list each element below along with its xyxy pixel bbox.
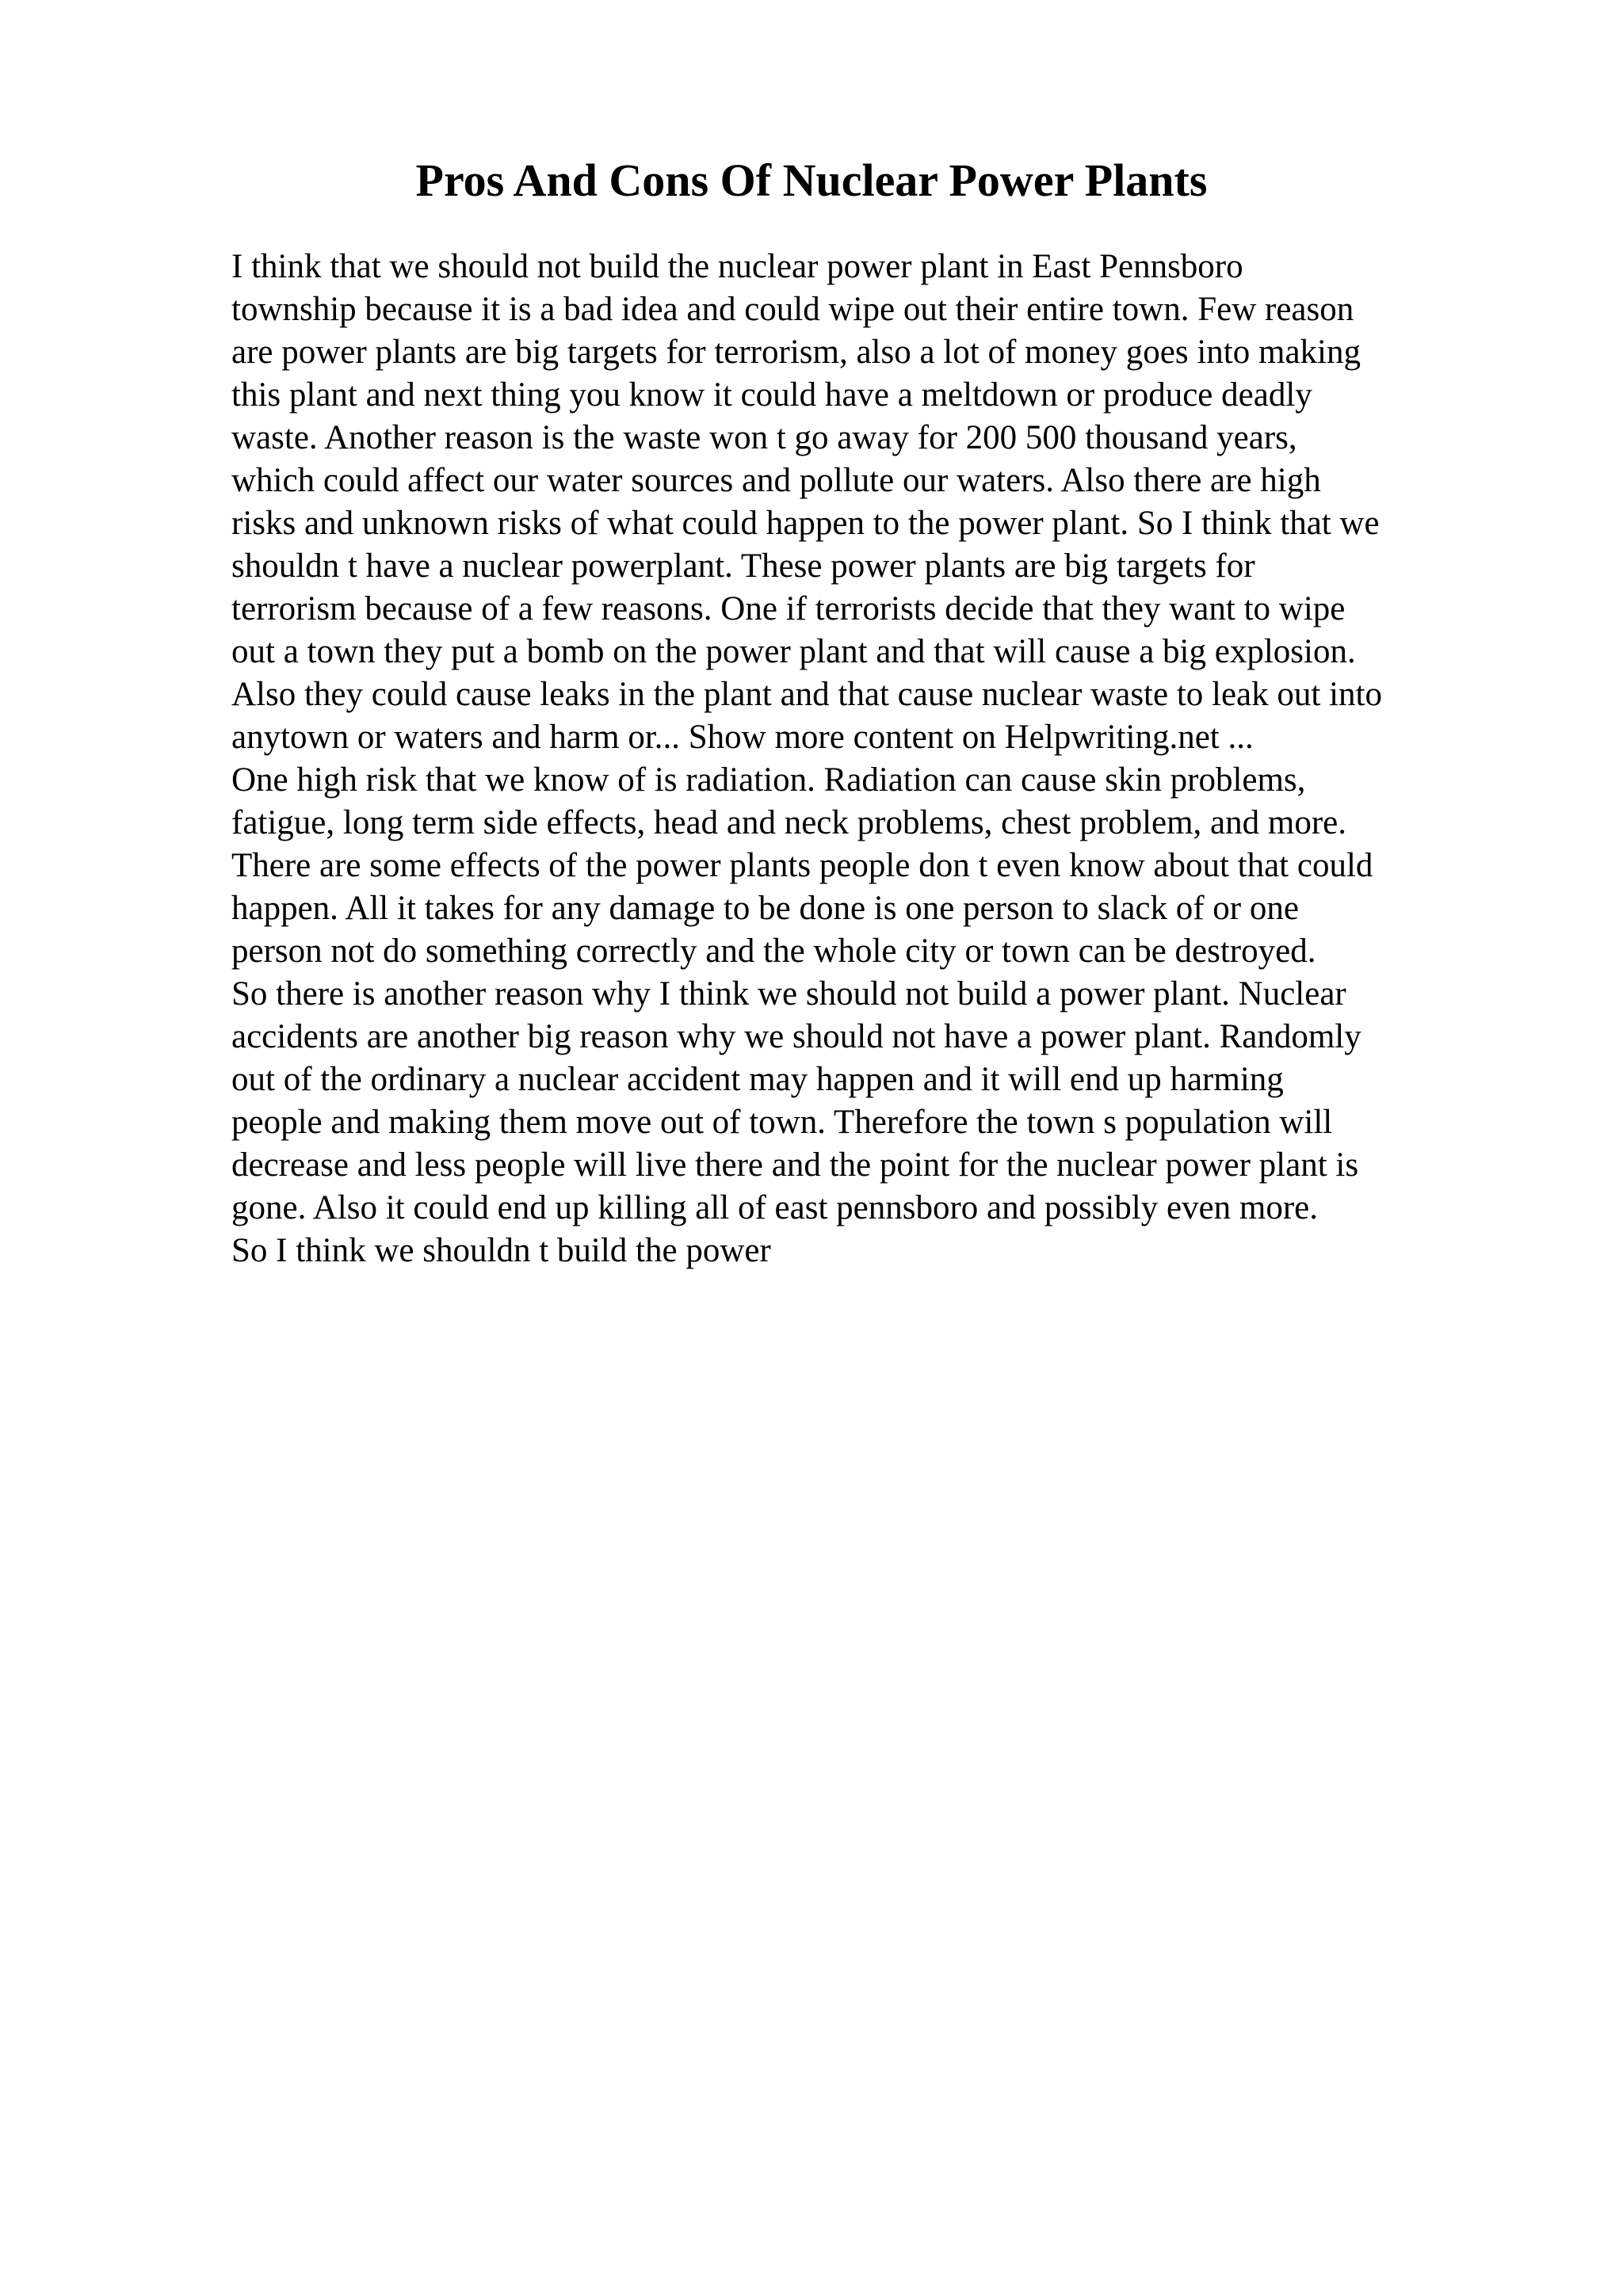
body-line: So I think we shouldn t build the power [231, 1232, 771, 1269]
body-line: out a town they put a bomb on the power plant and that will cause a big explosion. [231, 633, 1356, 670]
body-line: accidents are another big reason why we should not have a power plant. Randomly [231, 1018, 1361, 1055]
body-line: There are some effects of the power plants people don t even know about that could [231, 847, 1373, 884]
body-line: happen. All it takes for any damage to be done is one person to slack of or one [231, 890, 1299, 927]
body-line: gone. Also it could end up killing all of east pennsboro and possibly even more. [231, 1189, 1319, 1226]
body-line: are power plants are big targets for terrorism, also a lot of money goes into making [231, 334, 1361, 371]
body-line: terrorism because of a few reasons. One if terrorists decide that they want to wipe [231, 590, 1346, 627]
body-line: this plant and next thing you know it could have a meltdown or produce deadly [231, 376, 1312, 414]
body-line: people and making them move out of town. Therefore the town s population will [231, 1104, 1333, 1141]
document-body [231, 246, 1484, 1272]
body-line: So there is another reason why I think we should not build a power plant. Nuclear [231, 975, 1346, 1013]
body-line: decrease and less people will live there and the point for the nuclear power plant is [231, 1146, 1359, 1184]
body-line: Also they could cause leaks in the plant and that cause nuclear waste to leak out into [231, 676, 1382, 713]
document-title: Pros And Cons Of Nuclear Power Plants [415, 154, 1208, 206]
body-line: I think that we should not build the nuclear power plant in East Pennsboro [231, 248, 1243, 285]
body-line: risks and unknown risks of what could happen to the power plant. So I think that we [231, 505, 1380, 542]
body-line: fatigue, long term side effects, head and neck problems, chest problem, and more. [231, 804, 1346, 841]
body-line: waste. Another reason is the waste won t go away for 200 500 thousand years, [231, 419, 1297, 456]
body-line: which could affect our water sources and pollute our waters. Also there are high [231, 462, 1321, 499]
body-line: township because it is a bad idea and could wipe out their entire town. Few reason [231, 291, 1354, 328]
body-line: shouldn t have a nuclear powerplant. These power plants are big targets for [231, 547, 1255, 585]
body-line: One high risk that we know of is radiation. Radiation can cause skin problems, [231, 761, 1306, 799]
body-line: anytown or waters and harm or... Show more content on Helpwriting.net ... [231, 719, 1254, 756]
body-line: out of the ordinary a nuclear accident may happen and it will end up harming [231, 1061, 1284, 1098]
body-line: person not do something correctly and the whole city or town can be destroyed. [231, 933, 1316, 970]
